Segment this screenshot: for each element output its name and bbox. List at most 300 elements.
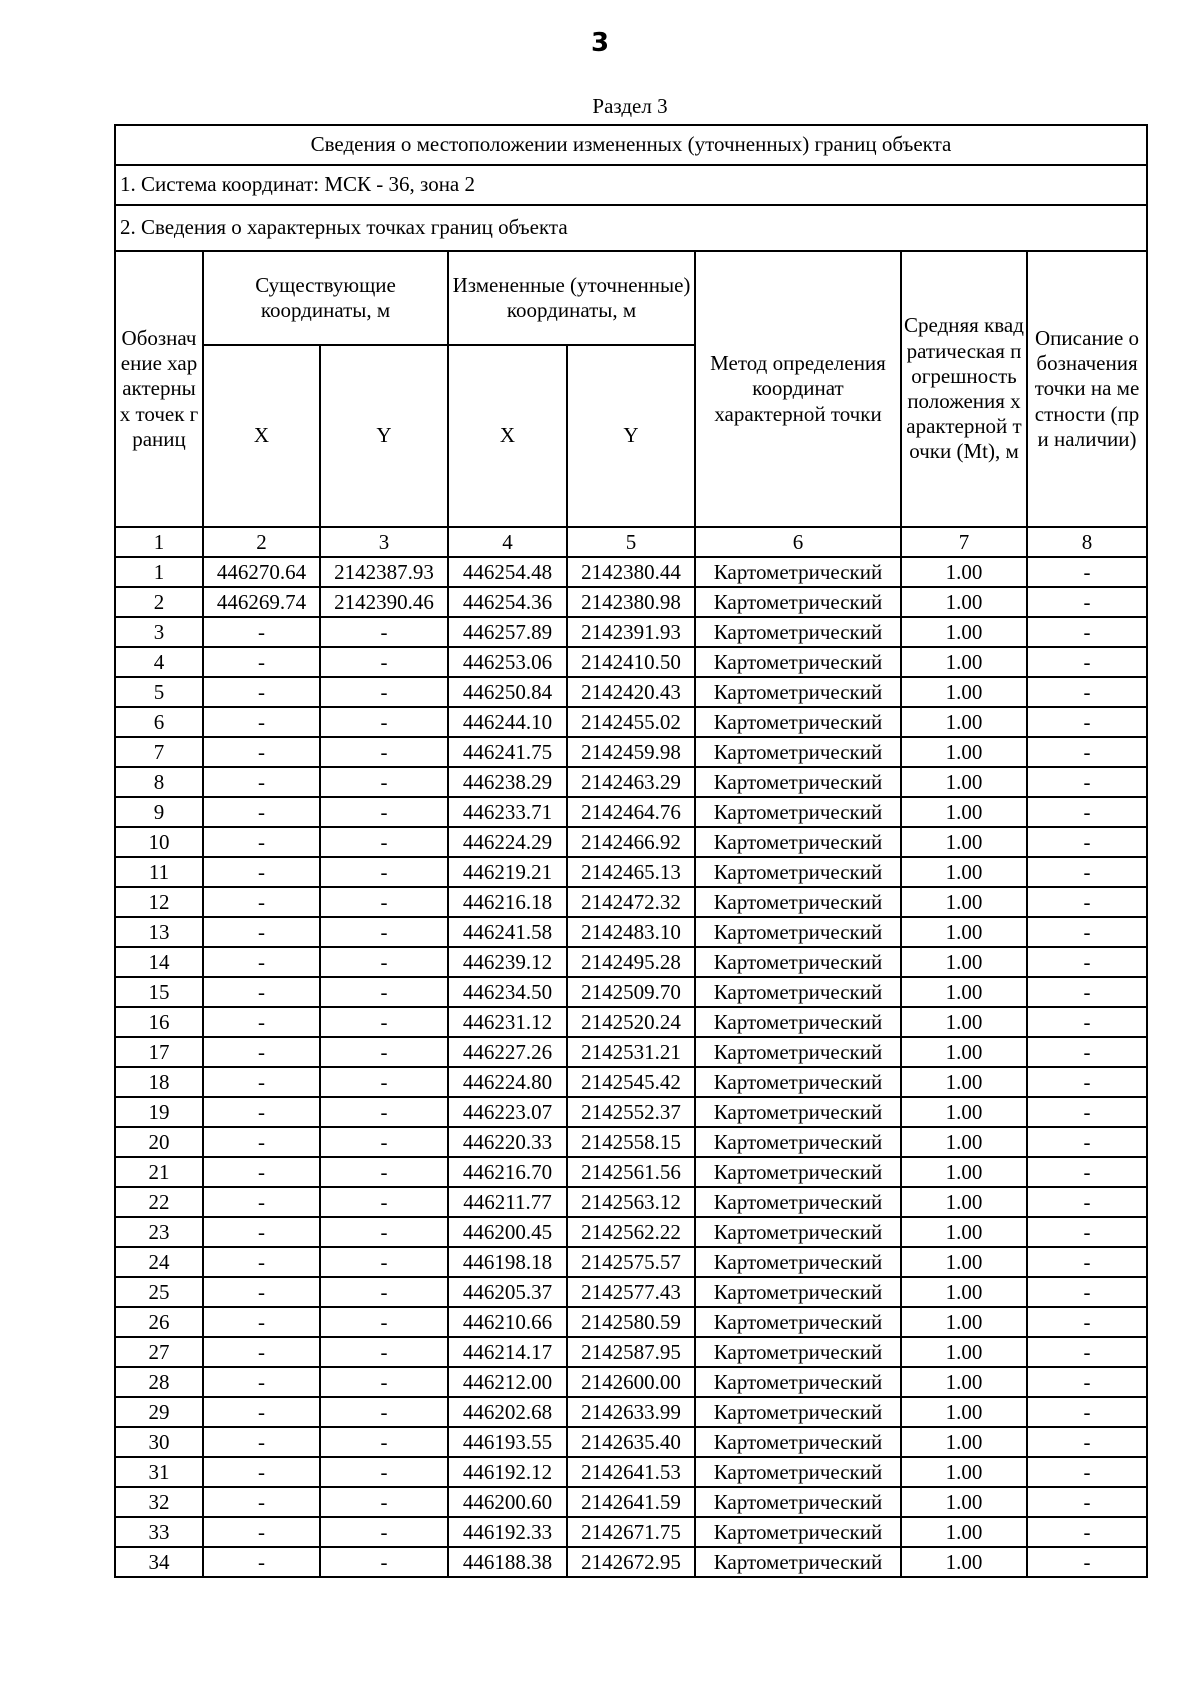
cell-description: - xyxy=(1027,707,1147,737)
table-row xyxy=(115,1487,1147,1517)
cell-description: - xyxy=(1027,977,1147,1007)
cell-method: Картометрический xyxy=(695,977,901,1007)
header-point-designation: Обозначение характерных точек границ xyxy=(115,251,203,527)
cell-mean-error: 1.00 xyxy=(901,827,1027,857)
cell-mean-error: 1.00 xyxy=(901,1157,1027,1187)
cell-method: Картометрический xyxy=(695,1487,901,1517)
cell-existing-x: - xyxy=(203,1337,320,1367)
cell-changed-y: 2142391.93 xyxy=(567,617,695,647)
cell-mean-error: 1.00 xyxy=(901,1277,1027,1307)
cell-changed-y: 2142558.15 xyxy=(567,1127,695,1157)
cell-mean-error: 1.00 xyxy=(901,1367,1027,1397)
table-row xyxy=(115,1067,1147,1097)
cell-changed-x: 446193.55 xyxy=(448,1427,567,1457)
cell-point-number: 21 xyxy=(115,1157,203,1187)
cell-point-number: 29 xyxy=(115,1397,203,1427)
table-row xyxy=(115,1307,1147,1337)
cell-existing-y: - xyxy=(320,677,448,707)
table-row xyxy=(115,1127,1147,1157)
cell-description: - xyxy=(1027,737,1147,767)
cell-changed-y: 2142483.10 xyxy=(567,917,695,947)
cell-method: Картометрический xyxy=(695,1517,901,1547)
cell-existing-x: - xyxy=(203,1187,320,1217)
cell-changed-y: 2142600.00 xyxy=(567,1367,695,1397)
cell-changed-y: 2142575.57 xyxy=(567,1247,695,1277)
cell-point-number: 31 xyxy=(115,1457,203,1487)
table-row xyxy=(115,887,1147,917)
header-method: Метод определения координат характерной точки xyxy=(695,251,901,527)
cell-changed-x: 446227.26 xyxy=(448,1037,567,1067)
cell-mean-error: 1.00 xyxy=(901,1247,1027,1277)
cell-existing-x: - xyxy=(203,1217,320,1247)
cell-method: Картометрический xyxy=(695,677,901,707)
cell-mean-error: 1.00 xyxy=(901,767,1027,797)
cell-existing-y: - xyxy=(320,1457,448,1487)
cell-changed-y: 2142671.75 xyxy=(567,1517,695,1547)
cell-changed-y: 2142633.99 xyxy=(567,1397,695,1427)
cell-existing-y: - xyxy=(320,947,448,977)
table-row xyxy=(115,557,1147,587)
cell-method: Картометрический xyxy=(695,1217,901,1247)
table-row xyxy=(115,947,1147,977)
cell-existing-y: - xyxy=(320,1397,448,1427)
cell-changed-y: 2142380.98 xyxy=(567,587,695,617)
cell-method: Картометрический xyxy=(695,647,901,677)
table-row xyxy=(115,617,1147,647)
cell-changed-x: 446257.89 xyxy=(448,617,567,647)
cell-existing-x: - xyxy=(203,797,320,827)
cell-description: - xyxy=(1027,677,1147,707)
table-row xyxy=(115,1517,1147,1547)
cell-description: - xyxy=(1027,1487,1147,1517)
cell-description: - xyxy=(1027,1457,1147,1487)
cell-mean-error: 1.00 xyxy=(901,797,1027,827)
cell-changed-x: 446231.12 xyxy=(448,1007,567,1037)
table-row xyxy=(115,1457,1147,1487)
cell-changed-y: 2142466.92 xyxy=(567,827,695,857)
cell-point-number: 12 xyxy=(115,887,203,917)
cell-existing-x: - xyxy=(203,1037,320,1067)
cell-changed-y: 2142465.13 xyxy=(567,857,695,887)
cell-mean-error: 1.00 xyxy=(901,917,1027,947)
cell-changed-y: 2142520.24 xyxy=(567,1007,695,1037)
cell-method: Картометрический xyxy=(695,557,901,587)
cell-mean-error: 1.00 xyxy=(901,1217,1027,1247)
cell-existing-y: - xyxy=(320,1337,448,1367)
cell-existing-x: - xyxy=(203,917,320,947)
table-row xyxy=(115,1397,1147,1427)
cell-existing-x: - xyxy=(203,617,320,647)
cell-point-number: 15 xyxy=(115,977,203,1007)
cell-existing-y: - xyxy=(320,977,448,1007)
cell-mean-error: 1.00 xyxy=(901,587,1027,617)
cell-method: Картометрический xyxy=(695,1547,901,1577)
cell-point-number: 26 xyxy=(115,1307,203,1337)
cell-method: Картометрический xyxy=(695,1127,901,1157)
cell-description: - xyxy=(1027,1427,1147,1457)
table-row xyxy=(115,1037,1147,1067)
cell-method: Картометрический xyxy=(695,1337,901,1367)
cell-point-number: 2 xyxy=(115,587,203,617)
coordinate-system: 1. Система координат: МСК - 36, зона 2 xyxy=(115,165,1147,205)
column-number: 5 xyxy=(567,527,695,557)
cell-changed-x: 446198.18 xyxy=(448,1247,567,1277)
cell-mean-error: 1.00 xyxy=(901,947,1027,977)
cell-changed-x: 446238.29 xyxy=(448,767,567,797)
cell-point-number: 34 xyxy=(115,1547,203,1577)
cell-existing-y: - xyxy=(320,1097,448,1127)
cell-description: - xyxy=(1027,1247,1147,1277)
cell-method: Картометрический xyxy=(695,917,901,947)
cell-existing-y: - xyxy=(320,1487,448,1517)
table-row xyxy=(115,1217,1147,1247)
cell-changed-x: 446224.80 xyxy=(448,1067,567,1097)
cell-method: Картометрический xyxy=(695,737,901,767)
cell-changed-x: 446216.18 xyxy=(448,887,567,917)
cell-method: Картометрический xyxy=(695,617,901,647)
cell-mean-error: 1.00 xyxy=(901,707,1027,737)
table-row xyxy=(115,677,1147,707)
cell-changed-y: 2142641.53 xyxy=(567,1457,695,1487)
cell-changed-x: 446212.00 xyxy=(448,1367,567,1397)
cell-method: Картометрический xyxy=(695,827,901,857)
cell-changed-x: 446188.38 xyxy=(448,1547,567,1577)
cell-method: Картометрический xyxy=(695,1397,901,1427)
section-title: Раздел 3 xyxy=(592,94,668,118)
cell-changed-y: 2142587.95 xyxy=(567,1337,695,1367)
cell-existing-y: - xyxy=(320,647,448,677)
cell-description: - xyxy=(1027,857,1147,887)
cell-mean-error: 1.00 xyxy=(901,857,1027,887)
cell-existing-x: - xyxy=(203,1097,320,1127)
cell-mean-error: 1.00 xyxy=(901,1427,1027,1457)
cell-point-number: 19 xyxy=(115,1097,203,1127)
cell-mean-error: 1.00 xyxy=(901,1037,1027,1067)
table-row xyxy=(115,977,1147,1007)
cell-changed-y: 2142509.70 xyxy=(567,977,695,1007)
cell-existing-y: 2142390.46 xyxy=(320,587,448,617)
cell-method: Картометрический xyxy=(695,707,901,737)
column-number: 8 xyxy=(1027,527,1147,557)
cell-point-number: 33 xyxy=(115,1517,203,1547)
cell-point-number: 9 xyxy=(115,797,203,827)
cell-existing-y: - xyxy=(320,767,448,797)
cell-existing-y: - xyxy=(320,1187,448,1217)
cell-description: - xyxy=(1027,827,1147,857)
cell-changed-x: 446200.45 xyxy=(448,1217,567,1247)
cell-changed-x: 446241.58 xyxy=(448,917,567,947)
column-number: 7 xyxy=(901,527,1027,557)
cell-existing-y: - xyxy=(320,617,448,647)
table-row xyxy=(115,1277,1147,1307)
cell-mean-error: 1.00 xyxy=(901,557,1027,587)
cell-changed-y: 2142463.29 xyxy=(567,767,695,797)
cell-changed-x: 446239.12 xyxy=(448,947,567,977)
cell-existing-x: - xyxy=(203,857,320,887)
cell-description: - xyxy=(1027,557,1147,587)
cell-mean-error: 1.00 xyxy=(901,1187,1027,1217)
cell-existing-x: - xyxy=(203,827,320,857)
cell-description: - xyxy=(1027,1307,1147,1337)
cell-changed-x: 446253.06 xyxy=(448,647,567,677)
column-number: 3 xyxy=(320,527,448,557)
cell-point-number: 13 xyxy=(115,917,203,947)
cell-changed-x: 446210.66 xyxy=(448,1307,567,1337)
cell-method: Картометрический xyxy=(695,1097,901,1127)
cell-changed-x: 446219.21 xyxy=(448,857,567,887)
table-row xyxy=(115,1187,1147,1217)
cell-existing-x: - xyxy=(203,677,320,707)
cell-existing-x: - xyxy=(203,737,320,767)
cell-changed-x: 446192.33 xyxy=(448,1517,567,1547)
cell-mean-error: 1.00 xyxy=(901,1457,1027,1487)
cell-method: Картометрический xyxy=(695,947,901,977)
cell-method: Картометрический xyxy=(695,1157,901,1187)
cell-point-number: 6 xyxy=(115,707,203,737)
cell-changed-x: 446241.75 xyxy=(448,737,567,767)
cell-existing-y: - xyxy=(320,797,448,827)
header-changed-coordinates: Измененные (уточненные) координаты, м xyxy=(448,251,695,345)
cell-method: Картометрический xyxy=(695,587,901,617)
cell-existing-y: - xyxy=(320,1067,448,1097)
cell-existing-x: - xyxy=(203,707,320,737)
cell-changed-y: 2142580.59 xyxy=(567,1307,695,1337)
cell-point-number: 5 xyxy=(115,677,203,707)
cell-changed-y: 2142420.43 xyxy=(567,677,695,707)
cell-existing-x: - xyxy=(203,1247,320,1277)
cell-point-number: 27 xyxy=(115,1337,203,1367)
cell-description: - xyxy=(1027,1517,1147,1547)
cell-mean-error: 1.00 xyxy=(901,1397,1027,1427)
column-number-row xyxy=(115,527,1147,557)
cell-point-number: 30 xyxy=(115,1427,203,1457)
cell-existing-y: - xyxy=(320,1007,448,1037)
cell-description: - xyxy=(1027,1367,1147,1397)
header-existing-x: X xyxy=(203,345,320,527)
cell-method: Картометрический xyxy=(695,1277,901,1307)
cell-description: - xyxy=(1027,1547,1147,1577)
table-row xyxy=(115,767,1147,797)
table-row xyxy=(115,647,1147,677)
cell-point-number: 11 xyxy=(115,857,203,887)
cell-changed-x: 446233.71 xyxy=(448,797,567,827)
table-row xyxy=(115,1097,1147,1127)
cell-mean-error: 1.00 xyxy=(901,887,1027,917)
cell-description: - xyxy=(1027,617,1147,647)
cell-existing-y: - xyxy=(320,1547,448,1577)
cell-existing-x: - xyxy=(203,1007,320,1037)
cell-point-number: 4 xyxy=(115,647,203,677)
column-number: 4 xyxy=(448,527,567,557)
cell-existing-x: - xyxy=(203,1517,320,1547)
cell-existing-x: - xyxy=(203,1307,320,1337)
cell-existing-y: - xyxy=(320,917,448,947)
cell-existing-x: - xyxy=(203,767,320,797)
header-existing-y: Y xyxy=(320,345,448,527)
cell-existing-x: - xyxy=(203,1367,320,1397)
cell-mean-error: 1.00 xyxy=(901,677,1027,707)
cell-description: - xyxy=(1027,1397,1147,1427)
cell-mean-error: 1.00 xyxy=(901,1337,1027,1367)
column-number: 6 xyxy=(695,527,901,557)
cell-changed-y: 2142459.98 xyxy=(567,737,695,767)
cell-changed-x: 446254.48 xyxy=(448,557,567,587)
cell-point-number: 3 xyxy=(115,617,203,647)
cell-mean-error: 1.00 xyxy=(901,1007,1027,1037)
cell-method: Картометрический xyxy=(695,767,901,797)
cell-description: - xyxy=(1027,587,1147,617)
cell-changed-x: 446220.33 xyxy=(448,1127,567,1157)
table-row xyxy=(115,737,1147,767)
cell-method: Картометрический xyxy=(695,1457,901,1487)
cell-mean-error: 1.00 xyxy=(901,1517,1027,1547)
cell-description: - xyxy=(1027,1007,1147,1037)
cell-description: - xyxy=(1027,1157,1147,1187)
cell-description: - xyxy=(1027,767,1147,797)
cell-description: - xyxy=(1027,647,1147,677)
table-row xyxy=(115,1337,1147,1367)
cell-existing-x: - xyxy=(203,1157,320,1187)
table-row xyxy=(115,1547,1147,1577)
table-row xyxy=(115,1247,1147,1277)
points-heading: 2. Сведения о характерных точках границ объекта xyxy=(115,205,1147,251)
cell-changed-y: 2142563.12 xyxy=(567,1187,695,1217)
cell-existing-x: - xyxy=(203,1487,320,1517)
cell-changed-y: 2142410.50 xyxy=(567,647,695,677)
cell-mean-error: 1.00 xyxy=(901,1067,1027,1097)
cell-changed-y: 2142472.32 xyxy=(567,887,695,917)
cell-existing-y: - xyxy=(320,1367,448,1397)
cell-changed-y: 2142672.95 xyxy=(567,1547,695,1577)
header-description: Описание обозначения точки на местности (при наличии) xyxy=(1027,251,1147,527)
cell-existing-x: - xyxy=(203,1427,320,1457)
cell-existing-y: - xyxy=(320,827,448,857)
boundary-points-table xyxy=(114,124,1148,1578)
cell-description: - xyxy=(1027,1127,1147,1157)
cell-changed-y: 2142635.40 xyxy=(567,1427,695,1457)
cell-mean-error: 1.00 xyxy=(901,1097,1027,1127)
cell-existing-y: - xyxy=(320,1427,448,1457)
cell-description: - xyxy=(1027,1277,1147,1307)
cell-changed-y: 2142561.56 xyxy=(567,1157,695,1187)
cell-changed-x: 446205.37 xyxy=(448,1277,567,1307)
column-number: 2 xyxy=(203,527,320,557)
cell-changed-x: 446214.17 xyxy=(448,1337,567,1367)
cell-existing-x: - xyxy=(203,947,320,977)
cell-point-number: 25 xyxy=(115,1277,203,1307)
cell-existing-y: - xyxy=(320,857,448,887)
cell-existing-x: - xyxy=(203,887,320,917)
table-row xyxy=(115,1367,1147,1397)
cell-existing-y: - xyxy=(320,1217,448,1247)
column-number: 1 xyxy=(115,527,203,557)
cell-method: Картометрический xyxy=(695,1037,901,1067)
cell-changed-x: 446216.70 xyxy=(448,1157,567,1187)
cell-changed-x: 446200.60 xyxy=(448,1487,567,1517)
cell-description: - xyxy=(1027,1337,1147,1367)
cell-existing-y: - xyxy=(320,737,448,767)
cell-changed-y: 2142464.76 xyxy=(567,797,695,827)
cell-existing-y: - xyxy=(320,1277,448,1307)
cell-existing-y: - xyxy=(320,887,448,917)
cell-point-number: 10 xyxy=(115,827,203,857)
cell-point-number: 17 xyxy=(115,1037,203,1067)
table-row xyxy=(115,587,1147,617)
cell-existing-x: - xyxy=(203,647,320,677)
cell-point-number: 28 xyxy=(115,1367,203,1397)
cell-changed-y: 2142562.22 xyxy=(567,1217,695,1247)
cell-existing-x: - xyxy=(203,1067,320,1097)
cell-existing-x: - xyxy=(203,1277,320,1307)
cell-changed-y: 2142552.37 xyxy=(567,1097,695,1127)
cell-method: Картометрический xyxy=(695,1187,901,1217)
cell-mean-error: 1.00 xyxy=(901,1487,1027,1517)
cell-changed-x: 446223.07 xyxy=(448,1097,567,1127)
cell-changed-x: 446250.84 xyxy=(448,677,567,707)
cell-changed-x: 446202.68 xyxy=(448,1397,567,1427)
cell-description: - xyxy=(1027,947,1147,977)
cell-existing-y: - xyxy=(320,1127,448,1157)
cell-method: Картометрический xyxy=(695,797,901,827)
cell-mean-error: 1.00 xyxy=(901,1127,1027,1157)
cell-description: - xyxy=(1027,1187,1147,1217)
cell-mean-error: 1.00 xyxy=(901,977,1027,1007)
cell-mean-error: 1.00 xyxy=(901,737,1027,767)
table-row xyxy=(115,917,1147,947)
cell-method: Картометрический xyxy=(695,857,901,887)
table-row xyxy=(115,1427,1147,1457)
cell-point-number: 20 xyxy=(115,1127,203,1157)
cell-point-number: 7 xyxy=(115,737,203,767)
cell-description: - xyxy=(1027,797,1147,827)
cell-point-number: 8 xyxy=(115,767,203,797)
table-row xyxy=(115,707,1147,737)
cell-description: - xyxy=(1027,917,1147,947)
table-row xyxy=(115,1157,1147,1187)
cell-changed-y: 2142577.43 xyxy=(567,1277,695,1307)
cell-existing-x: - xyxy=(203,1397,320,1427)
cell-changed-y: 2142455.02 xyxy=(567,707,695,737)
cell-existing-x: 446270.64 xyxy=(203,557,320,587)
header-existing-coordinates: Существующие координаты, м xyxy=(203,251,448,345)
header-mean-error: Средняя квадратическая погрешность положения характерной точки (Mt), м xyxy=(901,251,1027,527)
cell-description: - xyxy=(1027,887,1147,917)
page-number: 3 xyxy=(590,28,610,58)
cell-existing-y: - xyxy=(320,1037,448,1067)
cell-changed-y: 2142545.42 xyxy=(567,1067,695,1097)
header-changed-x: X xyxy=(448,345,567,527)
cell-existing-x: 446269.74 xyxy=(203,587,320,617)
cell-changed-y: 2142495.28 xyxy=(567,947,695,977)
cell-changed-y: 2142380.44 xyxy=(567,557,695,587)
cell-method: Картометрический xyxy=(695,1247,901,1277)
cell-changed-x: 446244.10 xyxy=(448,707,567,737)
cell-point-number: 24 xyxy=(115,1247,203,1277)
cell-method: Картометрический xyxy=(695,1307,901,1337)
cell-changed-x: 446192.12 xyxy=(448,1457,567,1487)
cell-description: - xyxy=(1027,1037,1147,1067)
cell-existing-x: - xyxy=(203,1457,320,1487)
header-changed-y: Y xyxy=(567,345,695,527)
cell-description: - xyxy=(1027,1097,1147,1127)
cell-changed-y: 2142641.59 xyxy=(567,1487,695,1517)
cell-existing-x: - xyxy=(203,977,320,1007)
cell-mean-error: 1.00 xyxy=(901,1547,1027,1577)
cell-description: - xyxy=(1027,1217,1147,1247)
cell-existing-y: 2142387.93 xyxy=(320,557,448,587)
cell-mean-error: 1.00 xyxy=(901,647,1027,677)
table-row xyxy=(115,1007,1147,1037)
